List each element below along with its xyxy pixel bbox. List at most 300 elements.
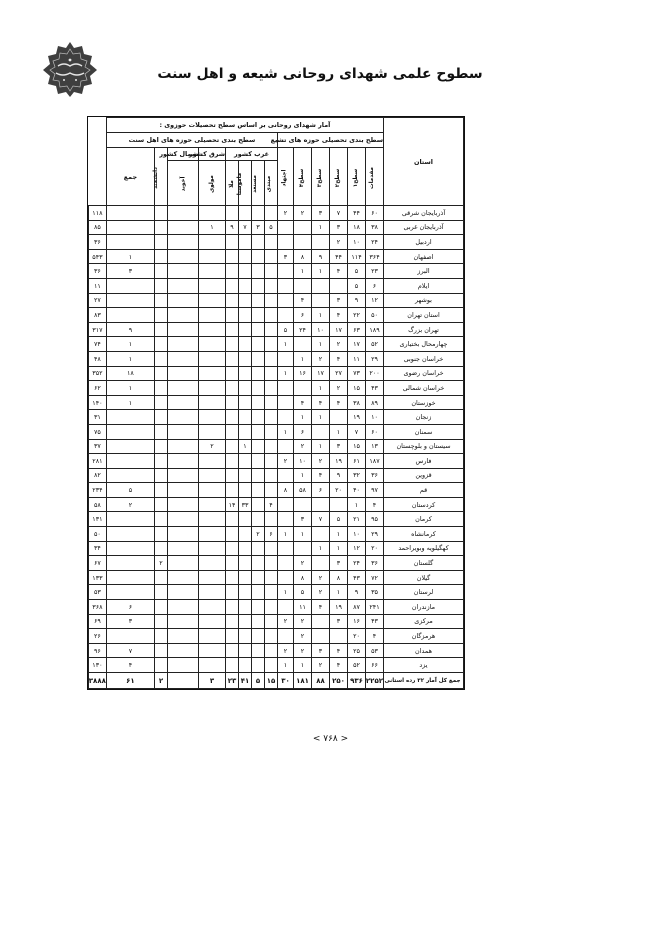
value-cell <box>265 322 278 337</box>
value-cell <box>265 556 278 571</box>
value-cell <box>294 235 312 250</box>
col-molavi: مولوی <box>199 161 226 206</box>
table-row <box>89 658 464 673</box>
value-cell <box>106 585 154 600</box>
value-cell: ۷ <box>348 424 366 439</box>
value-cell: ۵ <box>294 585 312 600</box>
value-cell <box>199 483 226 498</box>
value-cell <box>199 512 226 527</box>
value-cell <box>106 468 154 483</box>
value-cell: ۲ <box>278 643 294 658</box>
value-cell: ۲۹ <box>366 351 384 366</box>
value-cell: ۱۸ <box>348 220 366 235</box>
province-cell: سیستان و بلوچستان <box>384 439 464 454</box>
value-cell: ۲ <box>294 614 312 629</box>
value-cell <box>168 570 199 585</box>
value-cell <box>252 556 265 571</box>
value-cell <box>168 424 199 439</box>
value-cell <box>155 497 168 512</box>
value-cell: ۲ <box>278 614 294 629</box>
table-row <box>89 337 464 352</box>
value-cell <box>168 308 199 323</box>
value-cell <box>278 541 294 556</box>
value-cell <box>155 424 168 439</box>
value-cell: ۳ <box>330 439 348 454</box>
value-cell <box>168 454 199 469</box>
value-cell: ۲ <box>199 439 226 454</box>
value-cell <box>265 585 278 600</box>
value-cell: ۲۰ <box>348 629 366 644</box>
col-level-4: سطح۴ <box>294 148 312 206</box>
row-total-cell: ۶۷ <box>89 556 107 571</box>
value-cell <box>168 410 199 425</box>
row-total-cell: ۳۶ <box>89 264 107 279</box>
value-cell: ۱ <box>294 658 312 673</box>
value-cell <box>199 264 226 279</box>
province-cell: اردبیل <box>384 235 464 250</box>
value-cell <box>155 439 168 454</box>
province-cell: خوزستان <box>384 395 464 410</box>
value-cell <box>155 541 168 556</box>
value-cell: ۱ <box>312 381 330 396</box>
north-region-header: شمال کشور <box>168 148 199 161</box>
value-cell: ۶۰ <box>366 206 384 221</box>
value-cell: ۱۰ <box>312 322 330 337</box>
value-cell <box>168 351 199 366</box>
value-cell: ۶ <box>312 483 330 498</box>
value-cell <box>239 249 252 264</box>
value-cell <box>106 527 154 542</box>
value-cell: ۳۸ <box>348 395 366 410</box>
total-row <box>89 673 464 689</box>
province-cell: گلستان <box>384 556 464 571</box>
value-cell: ۱۵ <box>265 673 278 689</box>
value-cell <box>226 585 239 600</box>
value-cell <box>294 220 312 235</box>
value-cell <box>199 527 226 542</box>
value-cell <box>312 424 330 439</box>
value-cell: ۲ <box>252 527 265 542</box>
value-cell <box>168 497 199 512</box>
value-cell: ۴ <box>294 395 312 410</box>
table-row <box>89 322 464 337</box>
province-cell: کهگیلویه وبویراحمد <box>384 541 464 556</box>
value-cell <box>226 527 239 542</box>
row-total-cell: ۳۵۲ <box>89 366 107 381</box>
row-total-cell: ۱۱ <box>89 278 107 293</box>
value-cell <box>226 249 239 264</box>
value-cell: ۲۰۰ <box>366 366 384 381</box>
value-cell: ۲ <box>294 643 312 658</box>
value-cell <box>312 527 330 542</box>
value-cell: ۱۷ <box>312 366 330 381</box>
value-cell: ۷ <box>330 206 348 221</box>
value-cell <box>239 351 252 366</box>
province-cell: کرمان <box>384 512 464 527</box>
value-cell: ۳ <box>312 206 330 221</box>
value-cell <box>226 293 239 308</box>
value-cell <box>168 614 199 629</box>
value-cell <box>199 308 226 323</box>
row-total-cell: ۲۳۴ <box>89 483 107 498</box>
martyrs-stats-table <box>88 117 464 689</box>
table-row <box>89 439 464 454</box>
value-cell <box>239 410 252 425</box>
row-total-cell: ۷۴ <box>89 337 107 352</box>
value-cell: ۳۰ <box>278 673 294 689</box>
table-row <box>89 541 464 556</box>
province-cell: استان تهران <box>384 308 464 323</box>
value-cell <box>252 497 265 512</box>
value-cell: ۹ <box>312 249 330 264</box>
value-cell <box>199 351 226 366</box>
value-cell <box>199 629 226 644</box>
value-cell: ۶۳ <box>348 322 366 337</box>
value-cell: ۳ <box>330 614 348 629</box>
value-cell: ۱ <box>348 497 366 512</box>
value-cell <box>294 337 312 352</box>
row-total-cell: ۸۵ <box>89 220 107 235</box>
value-cell <box>226 439 239 454</box>
value-cell: ۴۳ <box>348 570 366 585</box>
value-cell: ۲ <box>330 235 348 250</box>
value-cell <box>168 585 199 600</box>
value-cell <box>252 600 265 615</box>
value-cell <box>239 570 252 585</box>
value-cell <box>252 206 265 221</box>
value-cell <box>155 585 168 600</box>
value-cell <box>252 249 265 264</box>
value-cell <box>312 629 330 644</box>
value-cell: ۱ <box>312 264 330 279</box>
value-cell: ۳ <box>278 249 294 264</box>
value-cell: ۵ <box>278 322 294 337</box>
row-total-cell: ۶۲ <box>89 381 107 396</box>
table-row <box>89 614 464 629</box>
value-cell <box>294 278 312 293</box>
value-cell: ۲ <box>294 629 312 644</box>
value-cell: ۴۳ <box>366 381 384 396</box>
value-cell <box>239 206 252 221</box>
value-cell <box>168 527 199 542</box>
west-region-header: غرب کشور <box>226 148 278 161</box>
value-cell <box>226 235 239 250</box>
value-cell: ۱ <box>330 424 348 439</box>
table-row <box>89 293 464 308</box>
value-cell <box>278 410 294 425</box>
table-row <box>89 454 464 469</box>
value-cell: ۱ <box>294 527 312 542</box>
value-cell: ۵ <box>330 512 348 527</box>
value-cell: ۶ <box>366 278 384 293</box>
value-cell: ۹۳۶ <box>348 673 366 689</box>
value-cell: ۷۲ <box>366 570 384 585</box>
row-total-cell: ۳۴ <box>89 541 107 556</box>
value-cell <box>252 541 265 556</box>
value-cell: ۳ <box>106 614 154 629</box>
row-total-cell: ۳۱ <box>89 410 107 425</box>
row-total-cell: ۹۶ <box>89 643 107 658</box>
value-cell <box>168 278 199 293</box>
value-cell <box>106 293 154 308</box>
value-cell: ۹ <box>226 220 239 235</box>
value-cell <box>226 351 239 366</box>
value-cell <box>252 629 265 644</box>
value-cell <box>155 483 168 498</box>
value-cell: ۲۴۱ <box>366 600 384 615</box>
value-cell: ۱۰ <box>366 410 384 425</box>
value-cell: ۳ <box>312 643 330 658</box>
row-total-cell: ۱۳۱ <box>89 512 107 527</box>
table-row <box>89 381 464 396</box>
value-cell <box>239 308 252 323</box>
value-cell <box>252 322 265 337</box>
value-cell <box>226 600 239 615</box>
value-cell <box>252 410 265 425</box>
value-cell: ۱۶ <box>294 366 312 381</box>
value-cell <box>106 220 154 235</box>
value-cell: ۲ <box>312 454 330 469</box>
value-cell <box>168 658 199 673</box>
value-cell: ۵ <box>265 220 278 235</box>
row-total-cell: ۲۸۱ <box>89 454 107 469</box>
value-cell <box>226 658 239 673</box>
value-cell: ۱ <box>106 395 154 410</box>
value-cell: ۵۲ <box>366 337 384 352</box>
province-cell: گیلان <box>384 570 464 585</box>
col-moqaddamat: مقدمات <box>366 148 384 206</box>
province-cell: تهران بزرگ <box>384 322 464 337</box>
value-cell: ۱۸۱ <box>294 673 312 689</box>
value-cell: ۱۰ <box>348 527 366 542</box>
value-cell: ۳۳ <box>239 497 252 512</box>
value-cell <box>199 424 226 439</box>
value-cell: ۱۸ <box>106 366 154 381</box>
value-cell <box>278 600 294 615</box>
value-cell: ۲ <box>294 439 312 454</box>
province-cell: اصفهان <box>384 249 464 264</box>
value-cell <box>239 454 252 469</box>
value-cell <box>199 249 226 264</box>
value-cell: ۲ <box>278 206 294 221</box>
value-cell <box>265 337 278 352</box>
value-cell <box>312 614 330 629</box>
value-cell: ۲۵ <box>348 643 366 658</box>
value-cell <box>265 439 278 454</box>
table-row <box>89 366 464 381</box>
value-cell <box>106 206 154 221</box>
value-cell <box>278 278 294 293</box>
table-title: آمار شهدای روحانی بر اساس سطح تحصیلات حوزوی : <box>106 118 383 133</box>
value-cell <box>155 366 168 381</box>
table-row <box>89 424 464 439</box>
table-row <box>89 585 464 600</box>
col-level-3: سطح۳ <box>312 148 330 206</box>
value-cell <box>239 264 252 279</box>
value-cell <box>278 308 294 323</box>
table-row <box>89 497 464 512</box>
value-cell <box>239 556 252 571</box>
table-row <box>89 600 464 615</box>
value-cell: ۶ <box>106 600 154 615</box>
value-cell <box>226 468 239 483</box>
value-cell <box>199 337 226 352</box>
table-header <box>89 118 464 206</box>
value-cell <box>265 206 278 221</box>
value-cell <box>199 366 226 381</box>
value-cell: ۲ <box>312 585 330 600</box>
value-cell: ۱ <box>278 527 294 542</box>
value-cell <box>168 293 199 308</box>
col-ijtihad: اجتهاد <box>278 148 294 206</box>
table-row <box>89 468 464 483</box>
value-cell: ۳ <box>106 264 154 279</box>
value-cell <box>226 410 239 425</box>
value-cell <box>252 351 265 366</box>
value-cell <box>239 629 252 644</box>
value-cell: ۵۸ <box>294 483 312 498</box>
value-cell <box>239 512 252 527</box>
value-cell: ۴۰ <box>348 483 366 498</box>
value-cell: ۱ <box>106 249 154 264</box>
value-cell: ۴ <box>294 293 312 308</box>
value-cell: ۳ <box>330 293 348 308</box>
value-cell: ۱ <box>106 337 154 352</box>
value-cell <box>168 235 199 250</box>
value-cell: ۱ <box>312 220 330 235</box>
table-row <box>89 643 464 658</box>
value-cell: ۲ <box>294 556 312 571</box>
value-cell: ۹ <box>330 468 348 483</box>
province-cell: قزوین <box>384 468 464 483</box>
value-cell: ۱۵ <box>348 381 366 396</box>
table-row <box>89 351 464 366</box>
value-cell <box>168 206 199 221</box>
value-cell <box>226 454 239 469</box>
value-cell <box>168 381 199 396</box>
value-cell: ۱ <box>278 337 294 352</box>
value-cell <box>294 497 312 512</box>
value-cell <box>199 614 226 629</box>
value-cell <box>226 512 239 527</box>
province-cell: کردستان <box>384 497 464 512</box>
value-cell: ۴ <box>330 395 348 410</box>
value-cell <box>265 658 278 673</box>
value-cell: ۳۵ <box>366 585 384 600</box>
value-cell <box>239 541 252 556</box>
value-cell <box>226 629 239 644</box>
province-cell: خراسان شمالی <box>384 381 464 396</box>
province-cell: لرستان <box>384 585 464 600</box>
value-cell <box>106 410 154 425</box>
value-cell <box>199 468 226 483</box>
value-cell: ۱ <box>294 468 312 483</box>
row-total-cell: ۳۱۷ <box>89 322 107 337</box>
col-level-2: سطح۲ <box>330 148 348 206</box>
value-cell <box>168 337 199 352</box>
value-cell <box>199 278 226 293</box>
province-cell: ایلام <box>384 278 464 293</box>
row-total-cell: ۵۳ <box>89 585 107 600</box>
value-cell: ۱ <box>294 264 312 279</box>
value-cell <box>330 410 348 425</box>
value-cell: ۲ <box>106 497 154 512</box>
value-cell <box>252 395 265 410</box>
value-cell <box>155 614 168 629</box>
value-cell: ۳۶۴ <box>366 249 384 264</box>
value-cell <box>168 468 199 483</box>
row-total-cell: ۲۶ <box>89 629 107 644</box>
value-cell <box>265 366 278 381</box>
value-cell <box>265 468 278 483</box>
value-cell <box>155 337 168 352</box>
value-cell <box>252 658 265 673</box>
value-cell <box>252 570 265 585</box>
value-cell: ۲ <box>278 454 294 469</box>
value-cell: ۵ <box>252 673 265 689</box>
value-cell <box>226 264 239 279</box>
value-cell: ۳ <box>330 556 348 571</box>
value-cell <box>106 556 154 571</box>
value-cell <box>278 556 294 571</box>
value-cell: ۹ <box>348 585 366 600</box>
value-cell <box>265 235 278 250</box>
value-cell: ۸ <box>294 249 312 264</box>
value-cell <box>312 235 330 250</box>
value-cell <box>278 293 294 308</box>
value-cell <box>199 658 226 673</box>
value-cell <box>168 600 199 615</box>
value-cell: ۱ <box>294 351 312 366</box>
value-cell <box>265 410 278 425</box>
value-cell <box>168 541 199 556</box>
value-cell <box>226 308 239 323</box>
value-cell <box>330 629 348 644</box>
row-total-cell: ۲۷ <box>89 293 107 308</box>
value-cell: ۱ <box>106 381 154 396</box>
value-cell: ۱ <box>330 585 348 600</box>
value-cell <box>252 585 265 600</box>
value-cell <box>312 497 330 512</box>
value-cell: ۲۲۵۲ <box>366 673 384 689</box>
value-cell <box>239 322 252 337</box>
value-cell <box>155 206 168 221</box>
value-cell <box>155 308 168 323</box>
table-row <box>89 235 464 250</box>
value-cell <box>278 512 294 527</box>
table-row <box>89 249 464 264</box>
value-cell <box>252 293 265 308</box>
value-cell <box>265 395 278 410</box>
value-cell <box>106 308 154 323</box>
table-row <box>89 527 464 542</box>
value-cell <box>265 278 278 293</box>
value-cell <box>226 643 239 658</box>
value-cell <box>252 454 265 469</box>
value-cell: ۱ <box>312 439 330 454</box>
value-cell: ۱ <box>278 424 294 439</box>
sunni-group-header: سطح بندی تحصیلی حوزه های اهل سنت <box>106 133 277 148</box>
row-total-cell: ۴۸ <box>89 351 107 366</box>
value-cell <box>199 541 226 556</box>
value-cell <box>265 308 278 323</box>
value-cell <box>226 278 239 293</box>
value-cell: ۶ <box>265 527 278 542</box>
value-cell <box>168 556 199 571</box>
row-total-cell: ۷۵ <box>89 424 107 439</box>
value-cell <box>278 629 294 644</box>
value-cell <box>226 337 239 352</box>
